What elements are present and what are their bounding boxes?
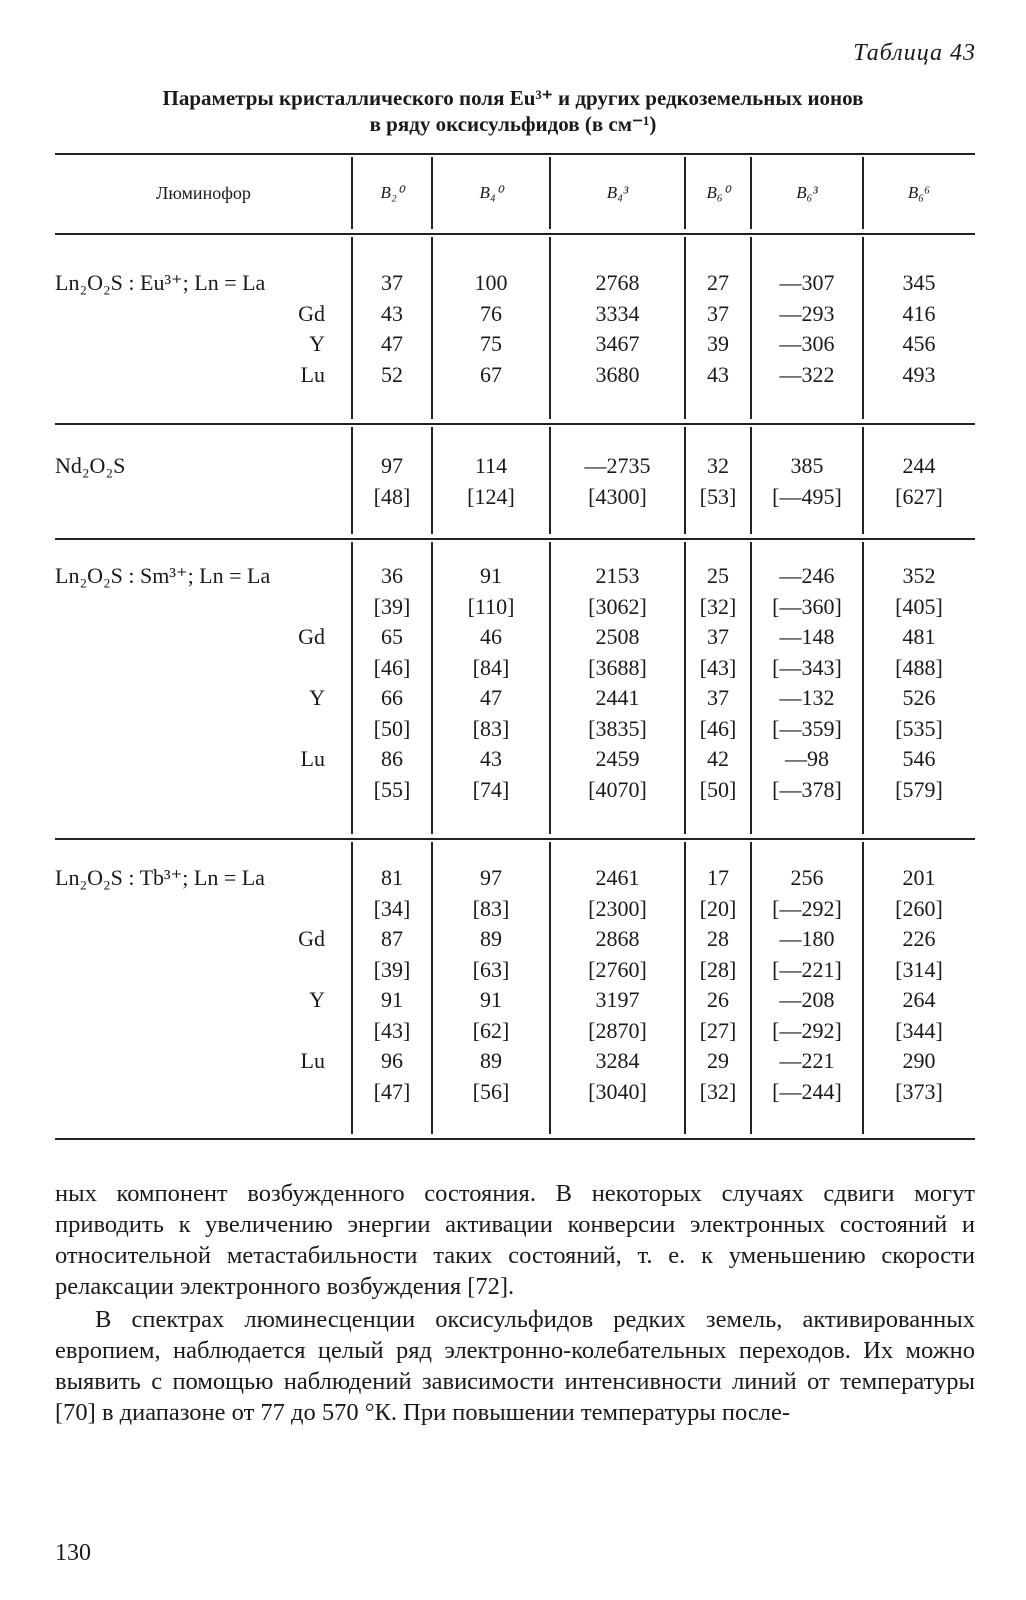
table-cell: 91	[480, 563, 502, 588]
row-label: Ln₂O₂S : Sm³⁺; Ln = La	[55, 563, 271, 588]
table-cell: [83]	[472, 715, 510, 741]
table-cell: 345	[902, 270, 936, 295]
table-cell: 226	[902, 926, 936, 951]
table-caption	[40, 85, 986, 137]
table-cell: [50]	[699, 776, 737, 802]
caption-line-1: Параметры кристаллического поля Eu³⁺ и других редкоземельных ионов	[162, 86, 864, 110]
table-cell: 244	[902, 453, 936, 478]
table-cell: [3040]	[588, 1078, 647, 1104]
table-cell: —148	[779, 624, 835, 649]
table-cell: [—292]	[772, 895, 842, 921]
table-cell: 201	[902, 865, 936, 890]
table-cell: [27]	[699, 1017, 737, 1043]
table-cell: 3284	[595, 1048, 640, 1073]
table-cell: [56]	[472, 1078, 510, 1104]
table-cell: —322	[779, 361, 835, 387]
table-cell: 385	[790, 453, 824, 478]
table-cell: [74]	[472, 776, 510, 802]
table-cell: [83]	[472, 895, 510, 921]
table-cell: 67	[480, 361, 502, 387]
header-param-5: B₆³	[796, 183, 818, 202]
table-cell: [—359]	[772, 715, 842, 741]
table-cell: —98	[785, 746, 829, 771]
table-cell: 76	[480, 300, 502, 326]
table-cell: 2441	[595, 685, 640, 710]
table-rule	[55, 233, 975, 235]
row-label: Lu	[300, 746, 325, 771]
row-label: Ln₂O₂S : Eu³⁺; Ln = La	[55, 270, 266, 295]
table-cell: 39	[707, 331, 729, 356]
table-cell: 2461	[595, 865, 640, 890]
table-cell: 43	[381, 300, 403, 326]
table-cell: 36	[381, 563, 403, 588]
table-cell: 26	[707, 987, 729, 1012]
table-cell: [55]	[373, 776, 411, 802]
table-cell: [4300]	[588, 483, 647, 509]
table-cell: [—360]	[772, 593, 842, 619]
row-label: Nd₂O₂S	[55, 453, 126, 478]
row-label: Gd	[298, 926, 325, 951]
table-cell: 96	[381, 1048, 403, 1073]
header-param-6: B₆⁶	[907, 183, 931, 202]
table-cell: [110]	[467, 593, 515, 619]
table-cell: 37	[381, 270, 403, 295]
table-cell: 65	[381, 624, 403, 649]
table-cell: [50]	[373, 715, 411, 741]
table-cell: [—495]	[772, 483, 842, 509]
table-cell: [124]	[467, 483, 515, 509]
table-rule	[55, 838, 975, 840]
table-cell: 47	[381, 331, 403, 356]
body-text	[55, 1178, 975, 1428]
table-cell: [3835]	[588, 715, 647, 741]
table-cell: [—221]	[772, 956, 842, 982]
table-cell: 3467	[595, 331, 640, 356]
table-cell: 481	[902, 624, 936, 649]
table-cell: [260]	[895, 895, 943, 921]
table-cell: 2459	[595, 746, 640, 771]
table-cell: 2508	[595, 624, 640, 649]
table-cell: 3334	[595, 300, 640, 326]
row-label: Lu	[300, 361, 325, 387]
table-rule	[55, 423, 975, 425]
crystal-field-table	[55, 153, 975, 1138]
table-cell: 493	[902, 361, 936, 387]
table-cell: [63]	[472, 956, 510, 982]
table-cell: 256	[790, 865, 824, 890]
table-cell: 3680	[595, 361, 640, 387]
table-cell: —293	[779, 300, 835, 326]
table-cell: 37	[707, 624, 729, 649]
table-cell: [—244]	[772, 1078, 842, 1104]
table-cell: 114	[474, 453, 508, 478]
table-cell: 25	[707, 563, 729, 588]
table-rule	[55, 1138, 975, 1140]
table-cell: —221	[779, 1048, 835, 1073]
table-cell: [2870]	[588, 1017, 647, 1043]
table-cell: [62]	[472, 1017, 510, 1043]
table-cell: [53]	[699, 483, 737, 509]
table-rule	[55, 153, 975, 155]
table-cell: 2868	[595, 926, 640, 951]
row-label: Y	[309, 987, 325, 1012]
table-cell: 86	[381, 746, 403, 771]
table-cell: 264	[902, 987, 936, 1012]
table-cell: 81	[381, 865, 403, 890]
table-cell: [—292]	[772, 1017, 842, 1043]
table-cell: 37	[707, 300, 729, 326]
table-cell: —246	[779, 563, 835, 588]
table-cell: [32]	[699, 1078, 737, 1104]
table-cell: 546	[902, 746, 936, 771]
table-cell: [39]	[373, 593, 411, 619]
table-cell: [39]	[373, 956, 411, 982]
table-cell: —307	[779, 270, 835, 295]
table-cell: [3688]	[588, 654, 647, 680]
table-rule	[55, 538, 975, 540]
header-param-3: B₄³	[606, 183, 629, 202]
table-cell: 32	[707, 453, 729, 478]
table-cell: 52	[381, 361, 403, 387]
caption-line-2: в ряду оксисульфидов (в см⁻¹)	[369, 112, 657, 136]
table-cell: 66	[381, 685, 403, 710]
table-cell: [3062]	[588, 593, 647, 619]
table-cell: 43	[480, 746, 502, 771]
table-cell: [—343]	[772, 654, 842, 680]
row-label: Y	[309, 331, 325, 356]
table-cell: 43	[707, 361, 729, 387]
table-cell: 17	[707, 865, 729, 890]
header-param-2: B₄⁰	[479, 183, 503, 202]
table-cell: [405]	[895, 593, 943, 619]
table-cell: 97	[480, 865, 502, 890]
table-cell: [344]	[895, 1017, 943, 1043]
table-cell: [34]	[373, 895, 411, 921]
table-cell: [373]	[895, 1078, 943, 1104]
table-cell: 352	[902, 563, 936, 588]
table-cell: 456	[902, 331, 936, 356]
table-cell: 47	[480, 685, 502, 710]
table-cell: [46]	[699, 715, 737, 741]
table-cell: 526	[902, 685, 936, 710]
table-cell: —2735	[584, 453, 651, 478]
table-cell: 91	[381, 987, 403, 1012]
table-cell: 89	[480, 1048, 502, 1073]
table-cell: 97	[381, 453, 403, 478]
table-cell: 91	[480, 987, 502, 1012]
table-cell: [48]	[373, 483, 411, 509]
table-cell: 416	[902, 300, 936, 326]
row-label: Y	[309, 685, 325, 710]
table-cell: 87	[381, 926, 403, 951]
table-cell: [—378]	[772, 776, 842, 802]
table-cell: 28	[707, 926, 729, 951]
paragraph-2: В спектрах люминесценции оксисульфидов редких земель, активированных европием, наблюдается целый ряд электронно-колебательных переходов. Их можно выявить с помощью наблюдений зависимости интенсивности линий от температуры [70] в диапазоне от 77 до 570 °К. При повышении температуры после-	[55, 1306, 975, 1426]
table-cell: [32]	[699, 593, 737, 619]
table-cell: [43]	[373, 1017, 411, 1043]
table-cell: 37	[707, 685, 729, 710]
table-cell: —208	[779, 987, 835, 1012]
table-cell: [28]	[699, 956, 737, 982]
table-cell: 100	[474, 270, 508, 295]
table-cell: 75	[480, 331, 502, 356]
table-cell: [20]	[699, 895, 737, 921]
table-cell: 29	[707, 1048, 729, 1073]
table-cell: [46]	[373, 654, 411, 680]
table-cell: [43]	[699, 654, 737, 680]
table-cell: [535]	[895, 715, 943, 741]
table-cell: 2768	[595, 270, 640, 295]
table-cell: [2760]	[588, 956, 647, 982]
table-cell: [2300]	[588, 895, 647, 921]
row-label: Lu	[300, 1048, 325, 1073]
table-cell: 46	[480, 624, 502, 649]
table-cell: [47]	[373, 1078, 411, 1104]
table-cell: [488]	[895, 654, 943, 680]
table-cell: [627]	[895, 483, 943, 509]
table-cell: —306	[779, 331, 835, 356]
row-label: Gd	[298, 624, 325, 649]
table-cell: [84]	[472, 654, 510, 680]
table-cell: —180	[779, 926, 835, 951]
header-param-1: B₂⁰	[380, 183, 404, 202]
table-cell: 89	[480, 926, 502, 951]
header-phosphor: Люминофор	[156, 183, 251, 203]
page-number: 130	[55, 1540, 91, 1566]
table-number: Таблица 43	[853, 40, 976, 66]
table-cell: 3197	[595, 987, 640, 1012]
row-label: Ln₂O₂S : Tb³⁺; Ln = La	[55, 865, 265, 890]
table-cell: —132	[779, 685, 835, 710]
table-cell: 27	[707, 270, 729, 295]
table-cell: [4070]	[588, 776, 647, 802]
header-param-4: B₆⁰	[706, 183, 730, 202]
table-cell: 290	[902, 1048, 936, 1073]
table-cell: [579]	[895, 776, 943, 802]
table-cell: [314]	[895, 956, 943, 982]
table-cell: 2153	[595, 563, 640, 588]
paragraph-1: ных компонент возбужденного состояния. В некоторых случаях сдвиги могут приводить к увеличению энергии активации конверсии электронных состояний и относительной метастабильности таких состояний, т. е. к уменьшению скорости релаксации электронного возбуждения [72].	[55, 1180, 975, 1300]
table-cell: 42	[707, 746, 729, 771]
row-label: Gd	[298, 300, 325, 326]
